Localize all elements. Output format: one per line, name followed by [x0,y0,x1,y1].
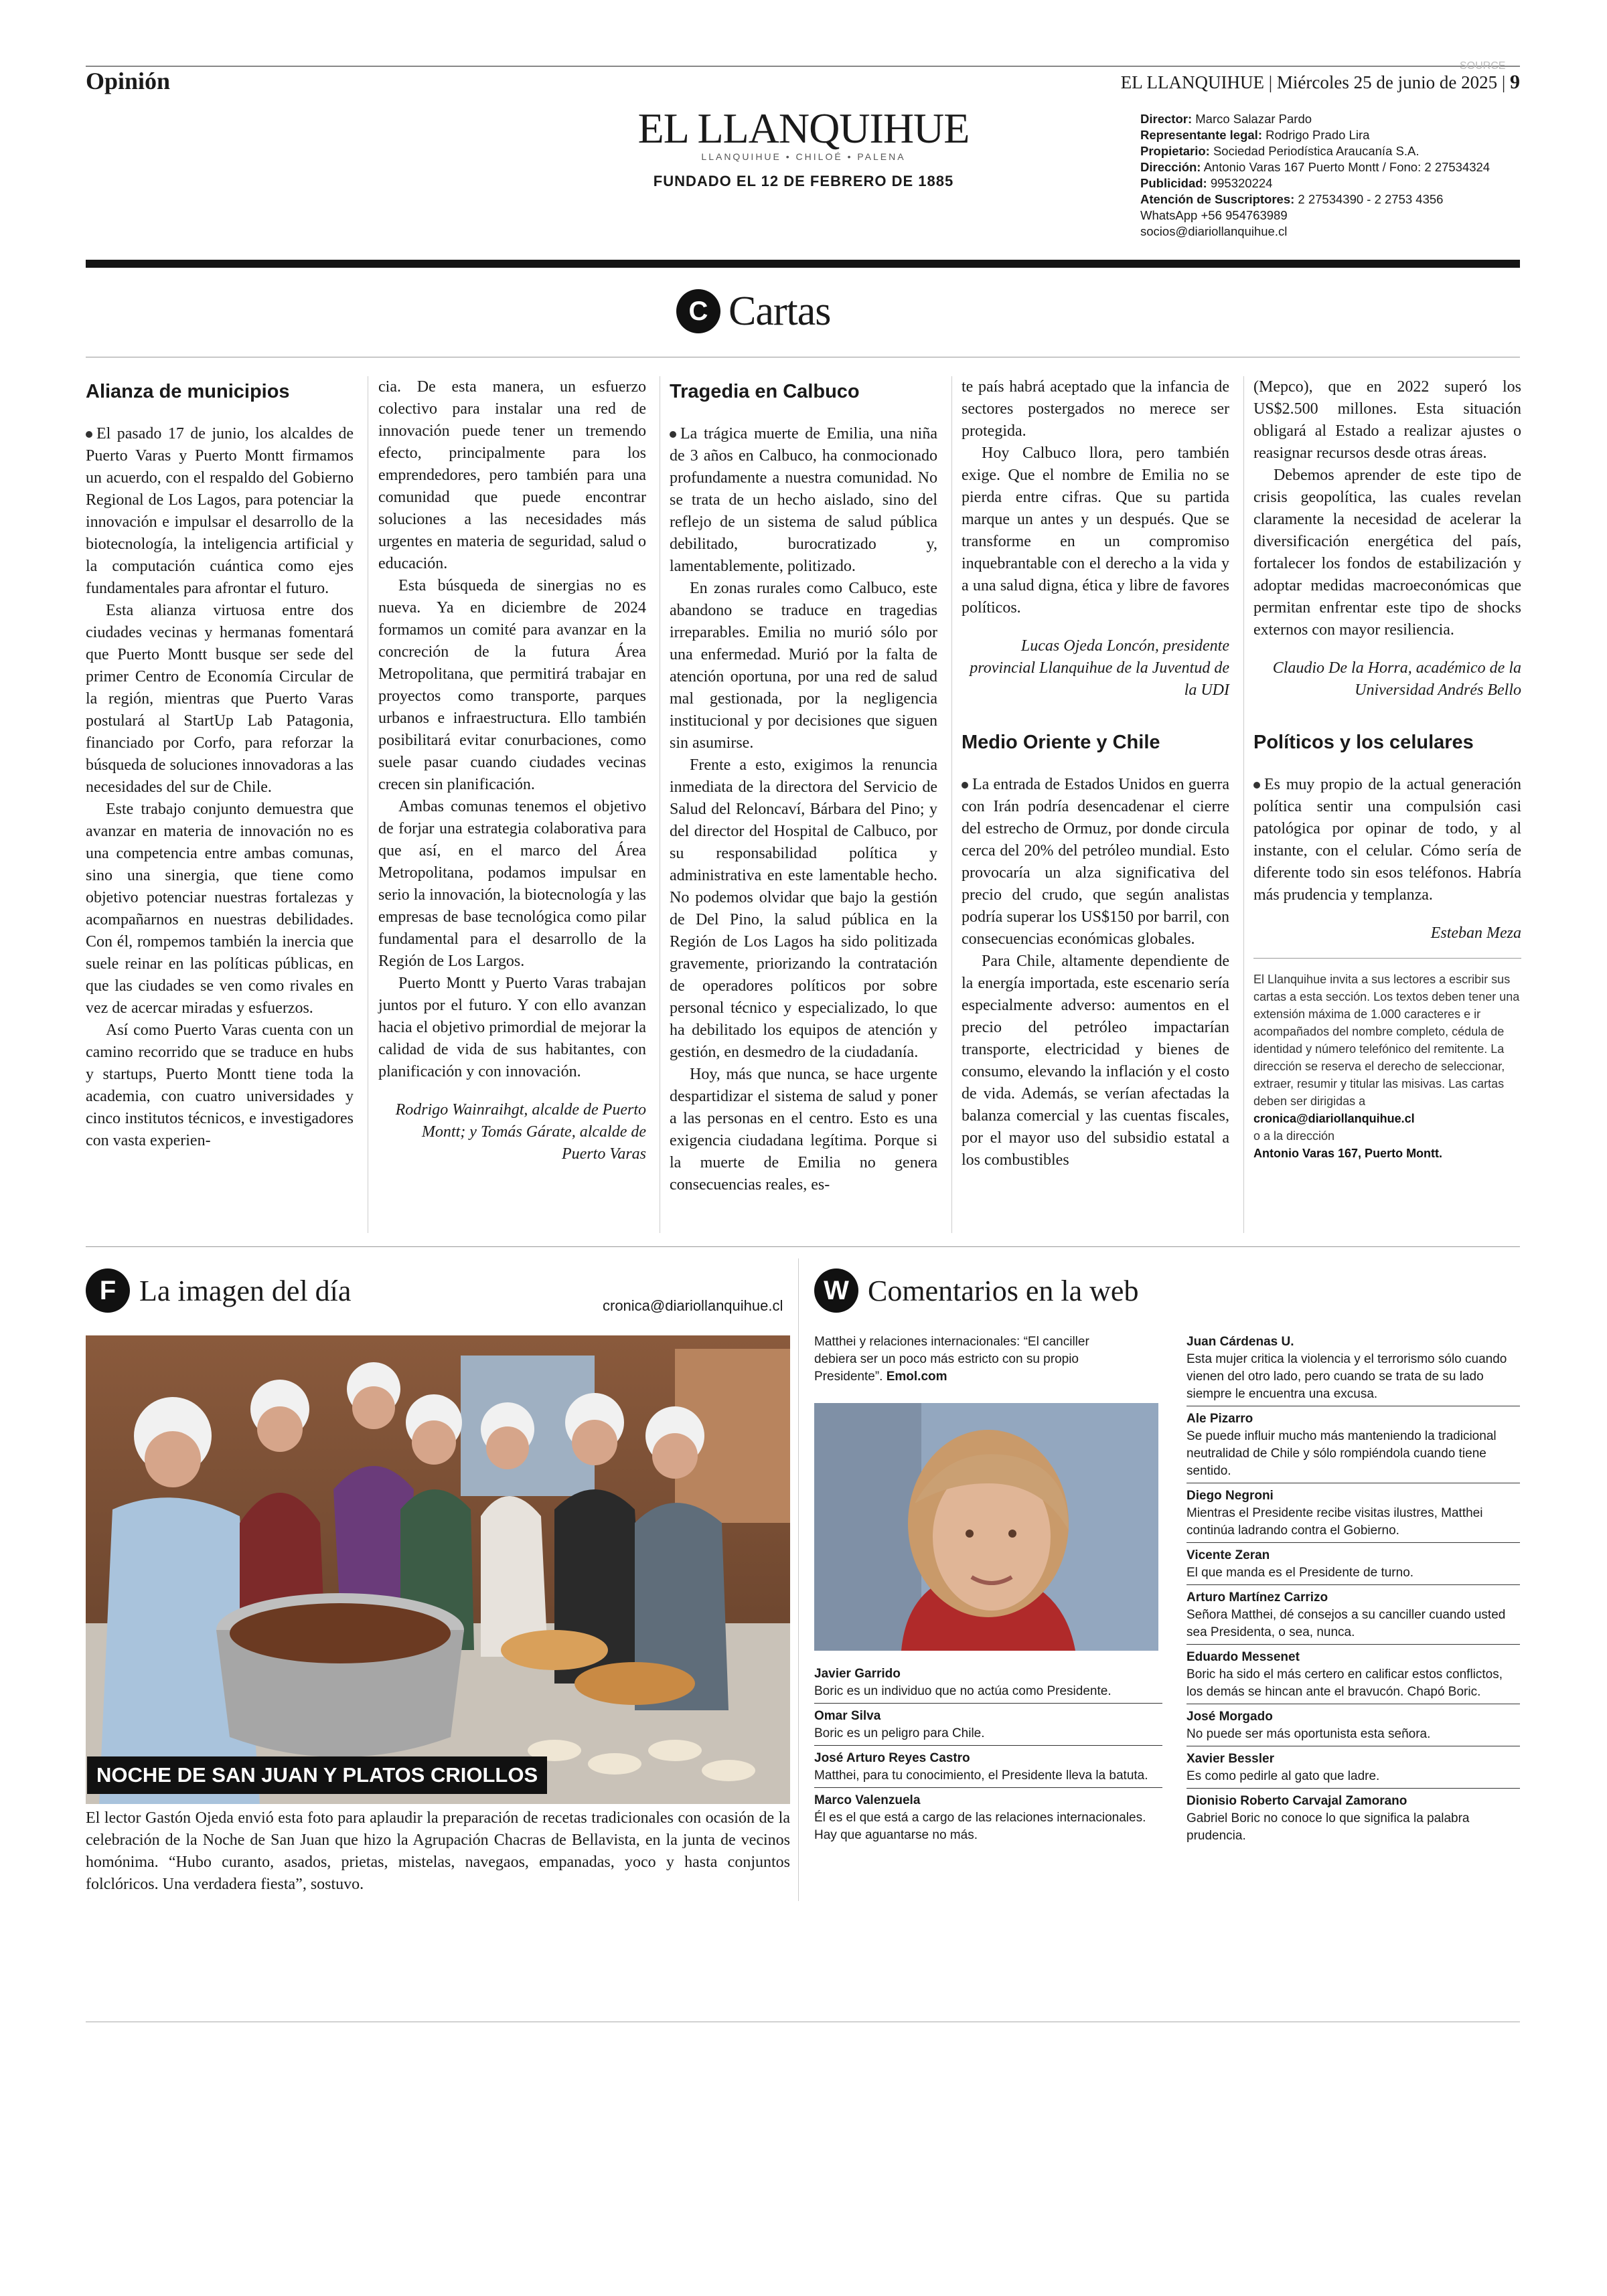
staff-row: Propietario: Sociedad Periodística Araucanía S.A. [1140,144,1420,158]
top-rule [86,66,1520,67]
letter-heading: Alianza de municipios [86,381,290,402]
letter-signature: Rodrigo Wainraihgt, alcalde de Puerto Montt; y Tomás Gárate, alcalde de Puerto Varas [395,1101,646,1163]
cartas-section-title [676,284,830,338]
letter-signature: Lucas Ojeda Loncón, presidente provincial Llanquihue de la Juventud de la UDI [970,637,1229,699]
web-source[interactable]: Emol.com [886,1370,947,1384]
photo-description: El lector Gastón Ojeda envió esta foto para aplaudir la preparación de recetas tradicionales con ocasión de la celebración de la Noche de San Juan que hizo la Agrupación Chacras de Bellavista, en la junta de vecinos homónima. “Hubo curanto, asados, prietas, mistelas, navegaos, empanadas, yoco y hasta conjuntos folclóricos. Una verdadera fiesta”, sostuvo. [86,1809,790,1893]
masthead-founded: FUNDADO EL 12 DE FEBRERO DE 1885 [653,173,954,189]
imagen-title-label: La imagen del día [139,1274,352,1307]
comment-item: José Morgado No puede ser más oportunista esta señora. [1187,1708,1520,1746]
web-intro: Matthei y relaciones internacionales: “El canciller debiera ser un poco más estricto con su propio Presidente”. Emol.com [814,1335,1089,1384]
comment-item: Juan Cárdenas U. Esta mujer critica la violencia y el terrorismo sólo cuando vienen del otro lado, pero cuando se trata de su lado siempre le encuentra una excusa. [1187,1333,1520,1406]
column-divider [951,376,952,1233]
comment-item: Xavier Bessler Es como pedirle al gato que ladre. [1187,1750,1520,1789]
bullet-icon [670,431,676,438]
staff-row: Publicidad: 995320224 [1140,176,1273,190]
comment-item: José Arturo Reyes Castro Matthei, para tu conocimiento, el Presidente lleva la batuta. [814,1750,1162,1788]
page-header-info: EL LLANQUIHUE | Miércoles 25 de junio de 2025 | 9 [1120,71,1520,93]
publication-name: EL LLANQUIHUE [1120,72,1264,92]
photo-caption: NOCHE DE SAN JUAN Y PLATOS CRIOLLOS [87,1756,547,1794]
issue-date: Miércoles 25 de junio de 2025 [1276,72,1498,92]
imagen-section-title [86,1268,351,1313]
letter-heading: Tragedia en Calbuco [670,381,860,402]
letter-signature: Claudio De la Horra, académico de la Universidad Andrés Bello [1272,659,1521,699]
bullet-icon [962,782,968,789]
masthead-title: EL LLANQUIHUE [637,104,970,152]
submission-note: El Llanquihue invita a sus lectores a escribir sus cartas a esta sección. Los textos deben tener una extensión máxima de 1.000 caracteres e ir acompañados del nombre completo, cédula de identidad y número telefónico del remitente. La dirección se reserva el derecho de seleccionar, extraer, resumir y titular las misivas. Las cartas deben ser dirigidas a cronica@diariollanquihue.cl o a la dirección Antonio Varas 167, Puerto Montt. [1253,971,1521,1162]
letter-paragraph: (Mepco), que en 2022 superó los US$2.500 millones. Esta situación obligará al Estado a realizar ajustes o reasignar recursos desde otras áreas. [1253,378,1521,462]
letter-column-5 [1253,376,1521,1162]
letter-heading: Medio Oriente y Chile [962,732,1160,753]
letter-paragraph: El pasado 17 de junio, los alcaldes de Puerto Varas y Puerto Montt firmamos un acuerdo, con el respaldo del Gobierno Regional de Los Lagos, para potenciar la innovación e impulsar el desarrollo de la biotecnología, la inteligencia artificial y la computación cuántica como ejes fundamentales para afrontar el futuro. [86,425,354,597]
letter-column-3 [670,376,937,1196]
letter-paragraph: Hoy, más que nunca, se hace urgente despartidizar el sistema de salud y poner a las personas en el centro. Esto es una exigencia ciudadana legítima. Porque si la muerte de Emilia no genera consecuencias reales, es- [670,1066,937,1194]
staff-row: Atención de Suscriptores: 2 27534390 - 2 2753 4356 [1140,192,1444,206]
letter-paragraph: Esta búsqueda de sinergias no es nueva. Ya en diciembre de 2024 formamos un comité para avanzar en la concreción de la futura Área Metropolitana, que permitirá trabajar en proyectos como transporte, parques urbanos e infraestructura. Ello también posibilitará evitar conurbaciones, como suele pasar cuando ciudades vecinas crecen sin planificación. [378,577,646,793]
staff-row[interactable]: socios@diariollanquihue.cl [1140,224,1288,238]
bottom-rule [86,1246,1520,1247]
staff-row: Director: Marco Salazar Pardo [1140,112,1312,126]
comment-item: Diego Negroni Mientras el Presidente recibe visitas ilustres, Matthei continúa ladrando contra el Gobierno. [1187,1487,1520,1543]
letter-paragraph: te país habrá aceptado que la infancia de sectores postergados no merece ser protegida. [962,378,1229,440]
comment-item: Marco Valenzuela Él es el que está a cargo de las relaciones internacionales. Hay que aguantarse no más. [814,1793,1146,1842]
web-section-title [814,1268,1138,1313]
letter-paragraph: Para Chile, altamente dependiente de la energía importada, este escenario sería especialmente adverso: aumentos en el precio del petróleo impactarían transporte, electricidad y bienes de consumo, elevando la inflación y el costo de vida. Además, se verían afectadas la balanza comercial y las cuentas fiscales, por el mayor uso del subsidio estatal a los combustibles [962,953,1229,1169]
comments-right-list [1187,1333,1520,1852]
page-number: 9 [1510,71,1520,93]
staff-row: Representante legal: Rodrigo Prado Lira [1140,128,1370,142]
submission-or: o a la dirección [1253,1129,1335,1143]
letter-column-4 [962,376,1229,1171]
submission-email[interactable]: cronica@diariollanquihue.cl [1253,1112,1415,1125]
comment-item: Ale Pizarro Se puede influir mucho más manteniendo la tradicional neutralidad de Chile y sólo rompiéndola cuando tiene sentido. [1187,1410,1520,1483]
imagen-badge-icon: F [86,1268,130,1313]
masthead-subtitle: LLANQUIHUE • CHILOÉ • PALENA [701,151,906,162]
comment-item: Javier Garrido Boric es un individuo que no actúa como Presidente. [814,1665,1162,1704]
letter-paragraph: Ambas comunas tenemos el objetivo de forjar una estrategia colaborativa para que así, en el marco del Área Metropolitana, podamos impulsar en serio la innovación, la biotecnología y las empresas de base tecnológica como pilar fundamental para el desarrollo de la Región de Los Largos. [378,798,646,970]
letter-paragraph: Este trabajo conjunto demuestra que avanzar en materia de innovación no es una competencia entre ambas comunas, sino una sinergia, que tiene como objetivo potenciar nuestras fortalezas y acompañarnos en nuestras debilidades. Con él, rompemos también la inercia que suele reinar en las políticas públicas, en que las ciudades se ven como rivales en vez de acercar miradas y esfuerzos. [86,801,354,1017]
staff-row: WhatsApp +56 954763989 [1140,208,1288,222]
column-divider [798,1258,799,1901]
letter-paragraph: La trágica muerte de Emilia, una niña de 3 años en Calbuco, ha conmocionado profundamente a nuestra comunidad. No se trata de un hecho aislado, sino del reflejo de un sistema de salud pública debilitado, burocratizado y, lamentablemente, politizado. [670,425,937,575]
bullet-icon [1253,782,1260,789]
submission-address: Antonio Varas 167, Puerto Montt. [1253,1147,1443,1160]
portrait-photo [814,1403,1158,1651]
staff-box [1140,111,1515,240]
letter-heading: Políticos y los celulares [1253,732,1474,753]
letter-signature: Esteban Meza [1430,924,1521,942]
comment-item: Vicente Zeran El que manda es el Presidente de turno. [1187,1547,1520,1585]
imagen-email[interactable]: cronica@diariollanquihue.cl [603,1297,783,1314]
photo-of-the-day [86,1335,790,1804]
comment-item: Eduardo Messenet Boric ha sido el más certero en calificar estos conflictos, los demás se hincan ante el bravucón. Chapó Boric. [1187,1649,1520,1704]
comment-item: Omar Silva Boric es un peligro para Chile. [814,1708,1162,1746]
masthead [589,104,1018,190]
staff-row: Dirección: Antonio Varas 167 Puerto Montt / Fono: 2 27534324 [1140,160,1490,174]
letter-paragraph: Debemos aprender de este tipo de crisis geopolítica, las cuales revelan claramente la necesidad de acelerar la diversificación energética del país, fortalecer los fondos de estabilización y adoptar medidas macroeconómicas que permitan enfrentar este tipo de shocks externos con mayor resiliencia. [1253,467,1521,639]
comments-left-list [814,1665,1162,1851]
column-divider [1243,376,1244,1233]
letter-paragraph: Frente a esto, exigimos la renuncia inmediata de la directora del Servicio de Salud del Reloncaví, Bárbara del Pino; y del director del Hospital de Calbuco, por su responsabilidad política y administrativa en este lamentable hecho. No podemos olvidar que bajo la gestión de Del Pino, la salud pública en la Región de Los Lagos ha sido politizada gravemente, priorizando la contratación de operadores políticos por sobre personal técnico y especializado, lo que ha debilitado los equipos de atención y gestión, en desmedro de la ciudadanía. [670,756,937,1061]
letter-paragraph: La entrada de Estados Unidos en guerra con Irán podría desencadenar el cierre del estrecho de Ormuz, por donde circula cerca del 20% del petróleo mundial. Esto provocaría un alza significativa del precio del crudo, que según analistas podría superar los US$150 por barril, con consecuencias económicas globales. [962,776,1229,948]
portrait-illustration [814,1403,1158,1651]
cartas-badge-icon: C [676,289,720,333]
cartas-title-label: Cartas [729,288,831,334]
letter-paragraph: Hoy Calbuco llora, pero también exige. Que el nombre de Emilia no se pierda entre cifras. Que su partida marque un antes y un después. Que se transforme en un compromiso inquebrantable con el derecho a la vida y a una salud digna, ética y libre de favores políticos. [962,444,1229,617]
comment-item: Arturo Martínez Carrizo Señora Matthei, dé consejos a su canciller cuando usted sea Presidenta, o sea, nunca. [1187,1589,1520,1645]
letter-paragraph: Esta alianza virtuosa entre dos ciudades vecinas y hermanas fomentará que Puerto Montt busque ser sede del primer Centro de Economía Circular de la región, mientras que Puerto Varas postulará al StartUp Lab Patagonia, financiado por Corfo, para reforzar la búsqueda de soluciones innovadoras a las necesidades del sur de Chile. [86,602,354,796]
photo-illustration [86,1335,790,1804]
letter-paragraph: Puerto Montt y Puerto Varas trabajan juntos por el futuro. Y con ello avanzan hacia el objetivo primordial de mejorar la calidad de vida de sus habitantes, con planificación y con innovación. [378,975,646,1080]
web-title-label: Comentarios en la web [868,1274,1139,1307]
letter-column-2 [378,376,646,1165]
section-label: Opinión [86,68,171,94]
letter-column-1 [86,376,354,1152]
watermark: SOURCE [1460,60,1506,72]
header-rule [86,260,1520,268]
letter-paragraph: cia. De esta manera, un esfuerzo colectivo para instalar una red de innovación puede tener un tremendo efecto, principalmente para los emprendedores, pero también para una comunidad que puede encontrar soluciones a las necesidades más urgentes en materia de seguridad, salud o educación. [378,378,646,572]
letter-paragraph: Es muy propio de la actual generación política sentir una compulsión casi patológica por opinar de todo, y al instante, con el celular. Cómo sería de diferente todo sin esos teléfonos. Habría más prudencia y templanza. [1253,776,1521,904]
bullet-icon [86,431,92,438]
letter-paragraph: Así como Puerto Varas cuenta con un camino recorrido que se traduce en hubs y startups, Puerto Montt tiene toda la academia, con cuatro universidades y cinco institutos técnicos, e investigadores con vasta experien- [86,1021,354,1149]
web-badge-icon: W [814,1268,858,1313]
comment-item: Dionisio Roberto Carvajal Zamorano Gabriel Boric no conoce lo que significa la palabra prudencia. [1187,1794,1470,1843]
letter-paragraph: En zonas rurales como Calbuco, este abandono se traduce en tragedias irreparables. Emilia no murió sólo por una enfermedad. Murió por la falta de atención oportuna, por una red de salud mal gestionada, por la negligencia institucional y por decisiones que siguen sin asumirse. [670,580,937,752]
